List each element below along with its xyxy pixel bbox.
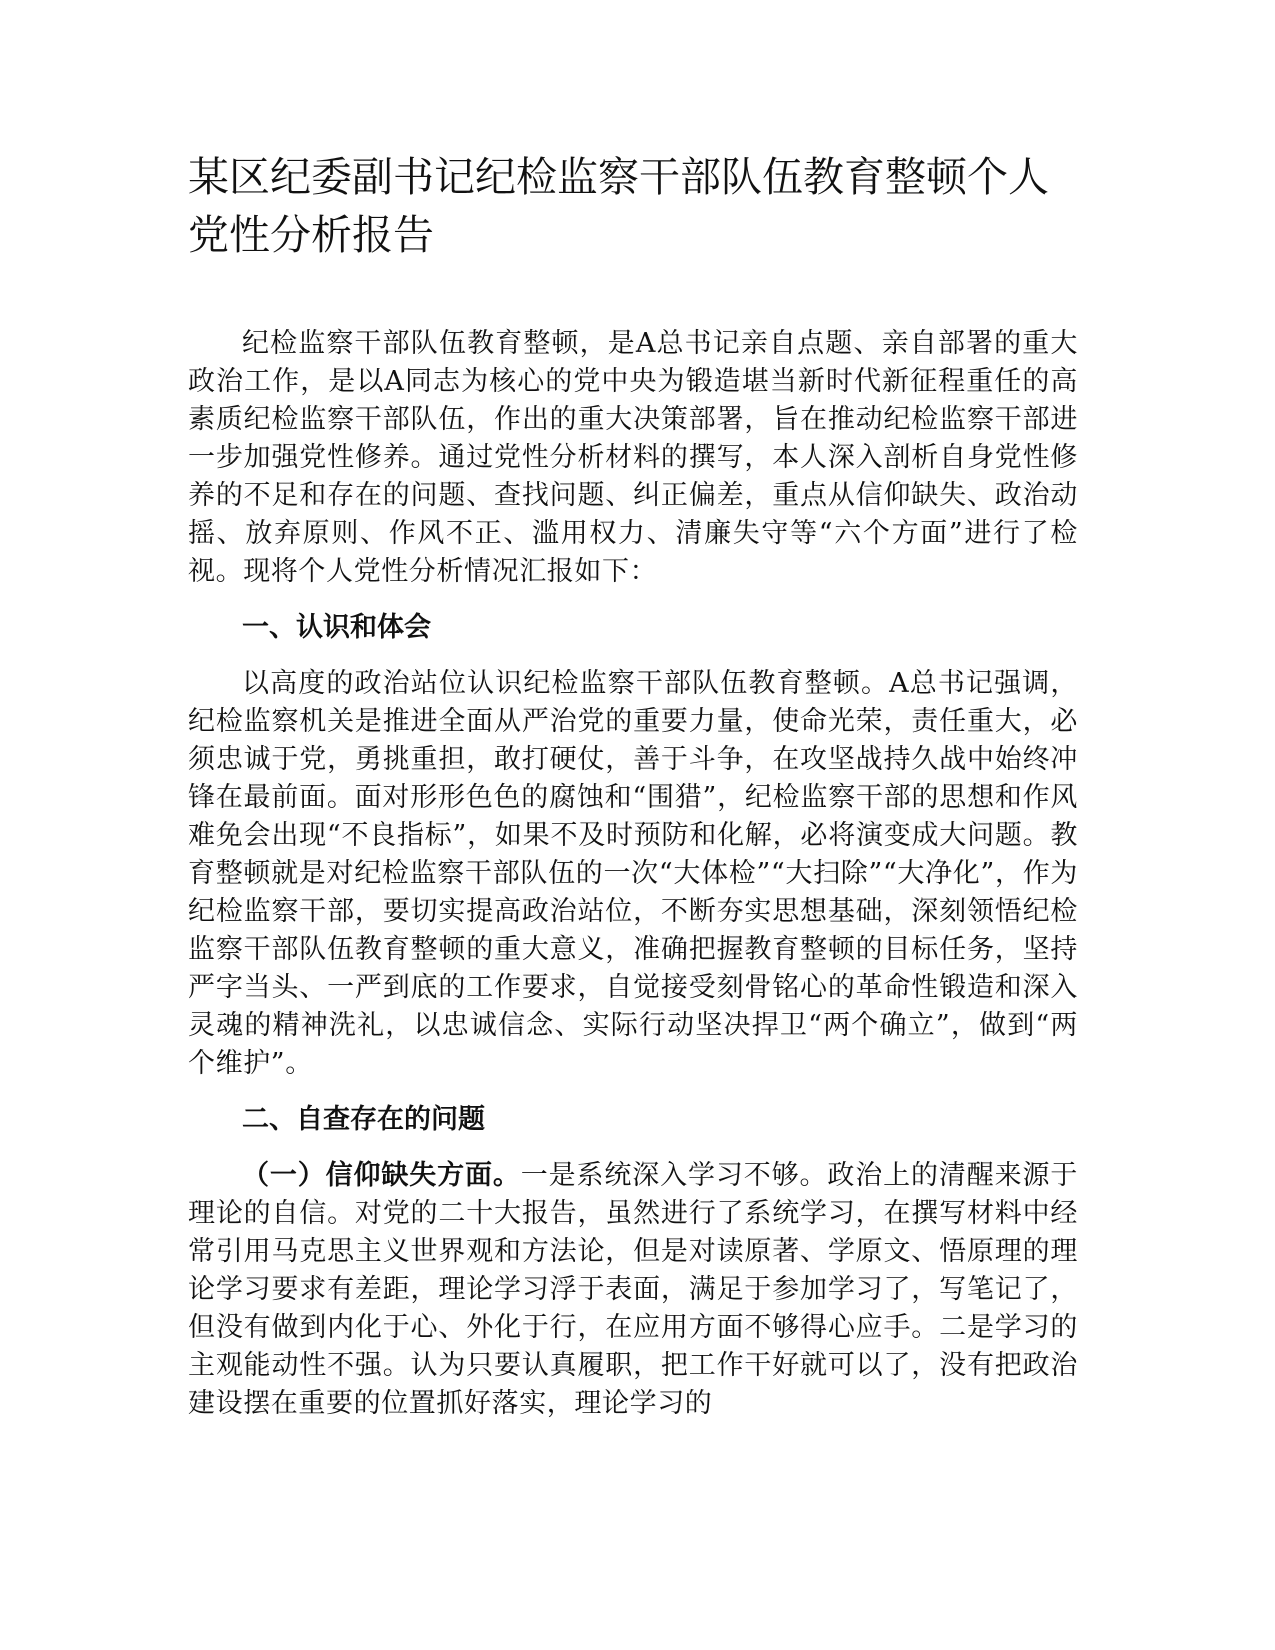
section-1-paragraph: 以高度的政治站位认识纪检监察干部队伍教育整顿。A总书记强调，纪检监察机关是推进全面从严治党的重要力量，使命光荣，责任重大，必须忠诚于党，勇挑重担，敢打硬仗，善于斗争，在攻坚战持久战中始终冲锋在最前面。面对形形色色的腐蚀和“围猎”，纪检监察干部的思想和作风难免会出现“不良指标”，如果不及时预防和化解，必将演变成大问题。教育整顿就是对纪检监察干部队伍的一次“大体检”“大扫除”“大净化”，作为纪检监察干部，要切实提高政治站位，不断夯实思想基础，深刻领悟纪检监察干部队伍教育整顿的重大意义，准确把握教育整顿的目标任务，坚持严字当头、一严到底的工作要求，自觉接受刻骨铭心的革命性锻造和深入灵魂的精神洗礼，以忠诚信念、实际行动坚决捍卫“两个确立”，做到“两个维护”。 bbox=[188, 668, 1078, 1079]
document-title: 某区纪委副书记纪检监察干部队伍教育整顿个人党性分析报告 bbox=[188, 153, 1049, 259]
subsection-1-text: 一是系统深入学习不够。政治上的清醒来源于理论的自信。对党的二十大报告，虽然进行了系统学习，在撰写材料中经常引用马克思主义世界观和方法论，但是对读原著、学原文、悟原理的理论学习要求有差距，理论学习浮于表面，满足于参加学习了，写笔记了，但没有做到内化于心、外化于行，在应用方面不够得心应手。二是学习的主观能动性不强。认为只要认真履职，把工作干好就可以了，没有把政治建设摆在重要的位置抓好落实，理论学习的 bbox=[188, 1160, 1079, 1419]
document-body bbox=[188, 325, 1078, 1423]
subsection-1-lead: （一）信仰缺失方面。 bbox=[242, 1160, 521, 1191]
section-heading-1: 一、认识和体会 bbox=[242, 612, 431, 643]
intro-paragraph: 纪检监察干部队伍教育整顿，是A总书记亲自点题、亲自部署的重大政治工作，是以A同志为核心的党中央为锻造堪当新时代新征程重任的高素质纪检监察干部队伍，作出的重大决策部署，旨在推动纪检监察干部进一步加强党性修养。通过党性分析材料的撰写，本人深入剖析自身党性修养的不足和存在的问题、查找问题、纠正偏差，重点从信仰缺失、政治动摇、放弃原则、作风不正、滥用权力、清廉失守等“六个方面”进行了检视。现将个人党性分析情况汇报如下： bbox=[188, 328, 1078, 587]
section-2-paragraph bbox=[188, 1157, 1078, 1423]
section-heading-2: 二、自查存在的问题 bbox=[242, 1104, 485, 1135]
